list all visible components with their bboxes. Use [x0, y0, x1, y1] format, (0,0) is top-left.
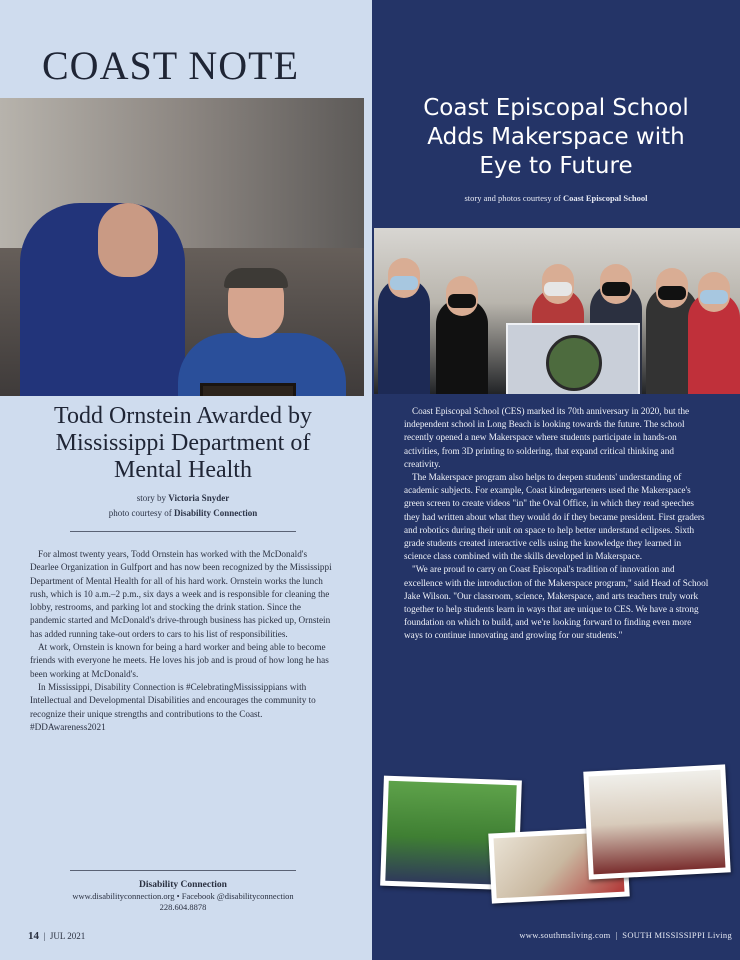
contact-phone: 228.604.8878 — [159, 902, 207, 912]
left-article-title: Todd Ornstein Awarded by Mississippi Department of Mental Health — [53, 403, 313, 483]
left-column — [0, 0, 364, 960]
left-photo-credit — [20, 508, 346, 518]
left-story-byline — [20, 493, 346, 503]
photo-mask — [602, 282, 630, 296]
photo-credit-source: Disability Connection — [173, 508, 258, 518]
students-photo — [374, 228, 740, 394]
paragraph: For almost twenty years, Todd Ornstein has worked with the McDonald's Dearlee Organization in Gulfport and has now been recognized by the Mississippi Department of Mental Health for all of his hard work. Ornstein works the lunch rush, which is 10 a.m.–2 p.m., six days a week and is responsible for cleaning the lobby, restrooms, and parking lot and stocking the drink station. Since the pandemic started and McDonald's drive-through business has picked up, Ornstein has added running take-out orders to cars to his list of responsibilities. — [30, 549, 332, 639]
photo-mask — [658, 286, 686, 300]
byline-source: Coast Episcopal School — [562, 193, 648, 203]
award-photo — [0, 98, 364, 396]
contact-web[interactable]: www.disabilityconnection.org • Facebook @disabilityconnection — [72, 891, 294, 901]
byline-prefix: story and photos courtesy of — [464, 193, 561, 203]
left-article-body — [30, 548, 336, 734]
photo-mask — [700, 290, 728, 304]
website-link[interactable]: www.southmsliving.com — [519, 930, 611, 940]
paragraph: The Makerspace program also helps to deepen students' understanding of academic subjects. For example, Coast kindergarteners used the Makerspace's green screen to create videos "in" the Oval Office, in which they read speeches they had written about what they would do if they became president. First graders and robotics during their unit on space to help better understand eclipses. Sixth grade students created interactive cells using the knowledge they learned in science class combined with the skills developed in Makerspace. — [404, 472, 705, 562]
masthead: COAST NOTE — [42, 43, 300, 88]
contact-block — [20, 880, 346, 913]
right-byline — [386, 193, 726, 203]
makerspace-photo-3 — [583, 764, 730, 879]
title-line: Coast Episcopal School — [423, 95, 689, 121]
title-line: Eye to Future — [479, 153, 633, 179]
photo-award-frame — [200, 383, 296, 396]
divider — [70, 870, 296, 871]
photo-mask — [390, 276, 418, 290]
title-line: Adds Makerspace with — [427, 124, 685, 150]
photo-mask — [448, 294, 476, 308]
contact-org: Disability Connection — [139, 880, 227, 890]
byline-author: Victoria Snyder — [168, 493, 230, 503]
paragraph: At work, Ornstein is known for being a hard worker and being able to become friends with everyone he meets. He loves his job and is proud of how long he has been working at McDonald's. — [30, 642, 329, 679]
right-article-title — [386, 94, 726, 181]
folio-right: www.southmsliving.com | SOUTH MISSISSIPPI Living — [519, 930, 732, 940]
paragraph: Coast Episcopal School (CES) marked its 70th anniversary in 2020, but the independent school in Long Beach is looking towards the future. The school recently opened a new Makerspace where students participate in hands-on activities, from 3D printing to soldering, that expand critical thinking and creativity. — [404, 406, 690, 469]
paragraph: "We are proud to carry on Coast Episcopal's tradition of innovation and excellence with the introduction of the Makerspace program," said Head of School Jake Wilson. "Our classroom, science, Makerspace, and arts teachers truly work together to help students learn in ways that are unique to CES. We have a strong foundation on which to build, and we're looking forward to finding even more ways to continue innovating and growing for our students." — [404, 564, 709, 641]
photo-mask — [544, 282, 572, 296]
issue-date: JUL 2021 — [49, 931, 86, 941]
right-column — [372, 0, 740, 960]
divider — [70, 531, 296, 532]
right-article-body — [404, 405, 710, 643]
photo-credit-prefix: photo courtesy of — [108, 508, 172, 518]
photo-project-board — [506, 323, 640, 394]
byline-prefix: story by — [136, 493, 167, 503]
folio-left: 14 | JUL 2021 — [28, 930, 86, 942]
photo-cap — [224, 268, 288, 288]
page-number: 14 — [28, 930, 39, 942]
magazine-name: SOUTH MISSISSIPPI Living — [622, 930, 732, 940]
photo-content — [589, 770, 726, 875]
photo-project-circle — [546, 335, 602, 391]
photo-person-left-head — [98, 203, 158, 277]
paragraph: In Mississippi, Disability Connection is #CelebratingMississippians with Intellectual and Developmental Disabilities and encourages the community to recognize their unique strengths and contributions to the Coast. #DDAwareness2021 — [30, 681, 316, 732]
